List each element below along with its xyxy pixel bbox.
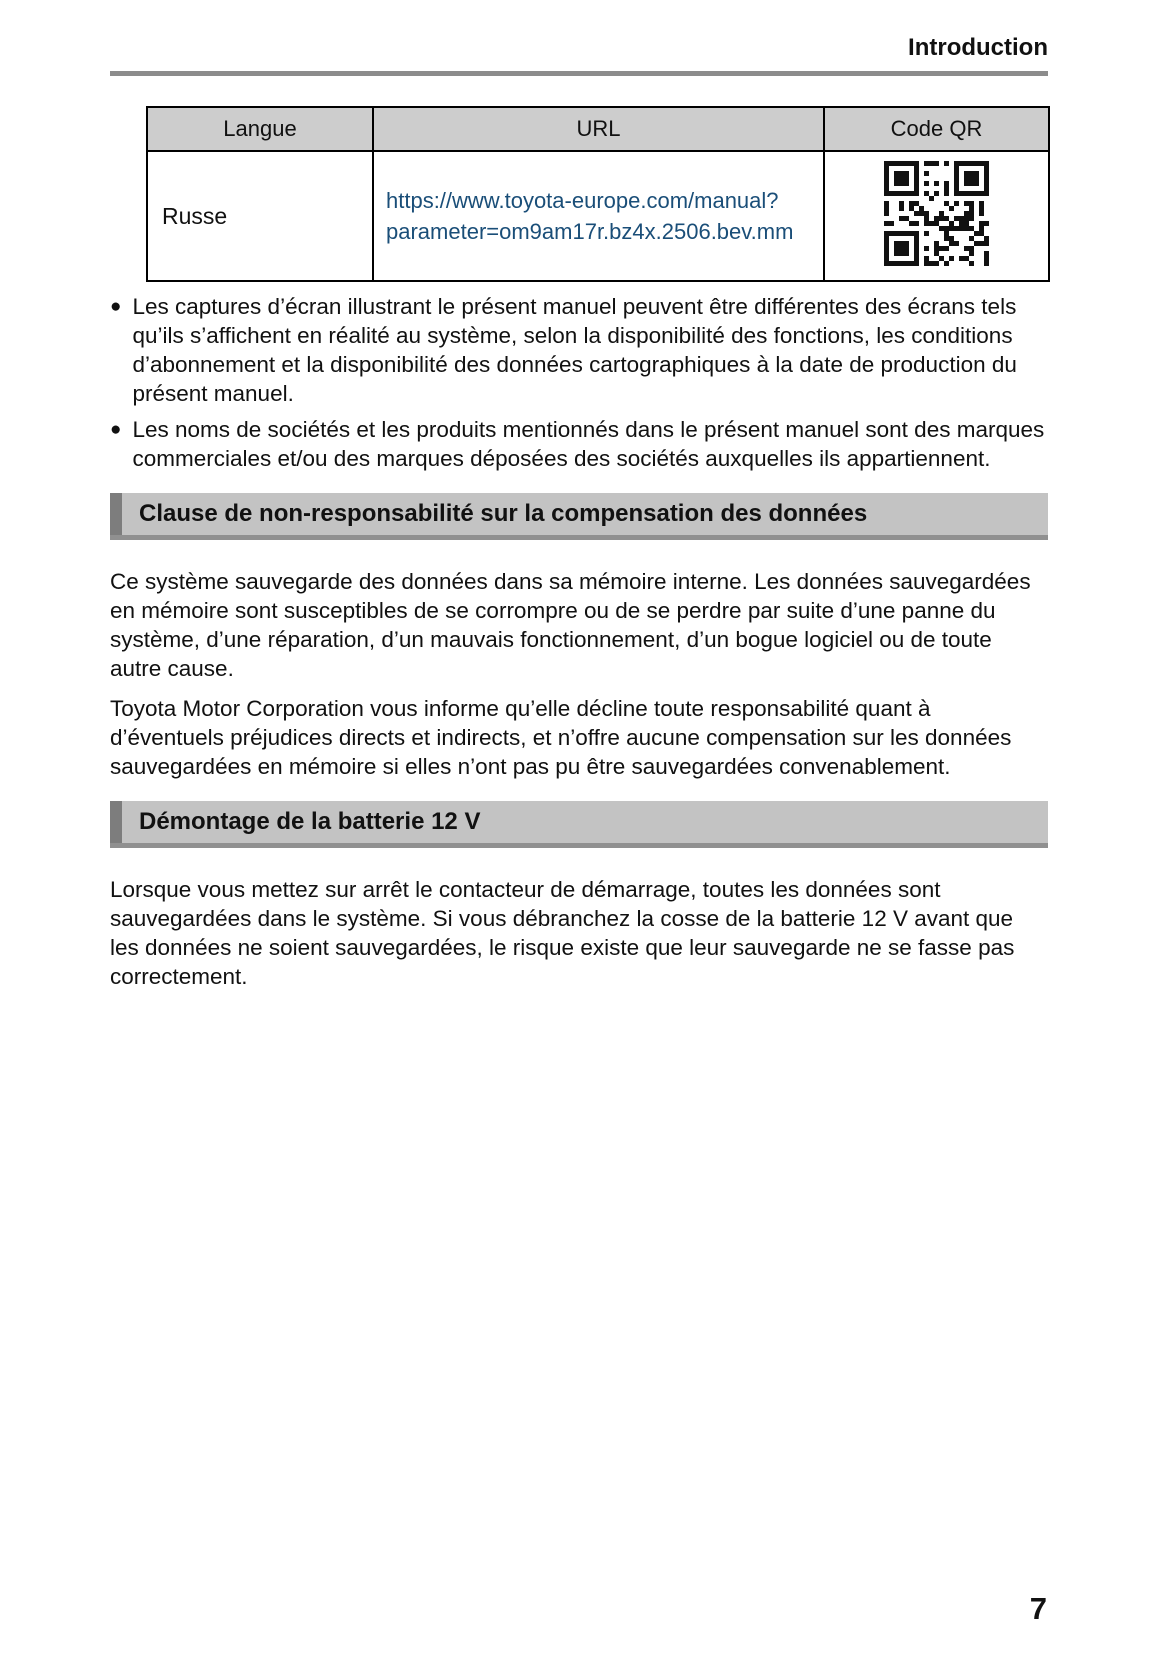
page-title: Introduction <box>908 34 1048 61</box>
paragraph-battery-warning: Lorsque vous mettez sur arrêt le contacteur de démarrage, toutes les données sont sauvegardées dans le système. Si vous débranchez la cosse de la batterie 12 V avant que les données ne soient sauvegardées, le risque existe que leur sauvegarde ne se fasse pas correctement. <box>110 877 1015 989</box>
section-title: Démontage de la batterie 12 V <box>139 808 481 835</box>
section-title: Clause de non-responsabilité sur la compensation des données <box>139 500 868 527</box>
section-header-battery-removal <box>110 801 1048 848</box>
section-accent-bar <box>110 493 122 535</box>
table-row <box>147 151 1049 281</box>
page-number: 7 <box>1029 1591 1047 1626</box>
list-item <box>110 292 1048 408</box>
cell-language: Russe <box>147 151 373 281</box>
col-header-langue: Langue <box>147 107 373 151</box>
col-header-code-qr: Code QR <box>824 107 1049 151</box>
header-rule <box>110 71 1048 76</box>
url-line-2: parameter=om9am17r.bz4x.2506.bev.mm <box>386 219 794 244</box>
paragraph-liability: Toyota Motor Corporation vous informe qu’elle décline toute responsabilité quant à d’éventuels préjudices directs et indirects, et n’offre aucune compensation sur les données sauvegardées en mémoire si elles n’ont pas pu être sauvegardées convenablement. <box>110 696 1012 779</box>
url-line-1: https://www.toyota-europe.com/manual? <box>386 188 779 213</box>
bullet-text-screenshots: Les captures d’écran illustrant le présent manuel peuvent être différentes des écrans tels qu’ils s’affichent en réalité au système, selon la disponibilité des fonctions, les conditions d’abonnement et la disponibilité des données cartographiques à la date de production du présent manuel. <box>132 294 1017 406</box>
bullet-icon: ● <box>110 419 122 440</box>
qr-code-icon <box>884 161 989 266</box>
cell-qr <box>824 151 1049 281</box>
list-item <box>110 415 1048 473</box>
cell-url <box>373 151 824 281</box>
notes-list <box>110 292 1048 473</box>
col-header-url: URL <box>373 107 824 151</box>
paragraph-memory-backup: Ce système sauvegarde des données dans sa mémoire interne. Les données sauvegardées en mémoire sont susceptibles de se corrompre ou de se perdre par suite d’une panne du système, d’une réparation, d’un mauvais fonctionnement, d’un bogue logiciel ou de toute autre cause. <box>110 569 1031 681</box>
section-header-data-compensation <box>110 493 1048 540</box>
section-accent-bar <box>110 801 122 843</box>
manual-url-link[interactable] <box>386 188 793 244</box>
table-header-row <box>147 107 1049 151</box>
bullet-text-trademarks: Les noms de sociétés et les produits mentionnés dans le présent manuel sont des marques commerciales et/ou des marques déposées des sociétés auxquelles ils appartiennent. <box>132 417 1045 471</box>
bullet-icon: ● <box>110 296 122 317</box>
language-url-table <box>146 106 1050 282</box>
